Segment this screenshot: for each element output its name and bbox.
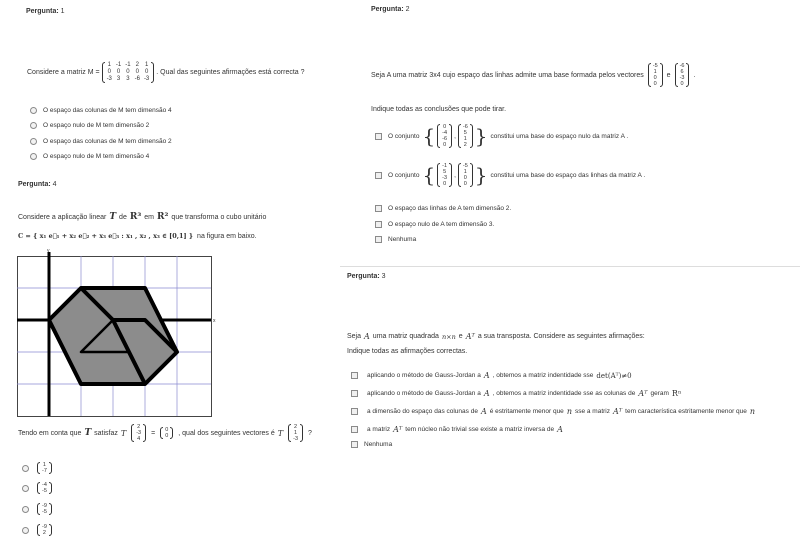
vector-entry: 0 bbox=[443, 142, 447, 148]
q2-option-5[interactable] bbox=[375, 236, 416, 243]
q4-stem2: Tendo em conta que T satisfaz T 2 -3 4 = 0 0 , qual dos seguintes vectores é T 2 1 -3 ? bbox=[18, 424, 312, 442]
q4-stem2-sat: satisfaz bbox=[94, 429, 118, 437]
q3-option-2-c: geram bbox=[650, 390, 669, 397]
q3-option-1[interactable] bbox=[351, 371, 632, 380]
vector-entry: -6 bbox=[462, 124, 468, 130]
matrix-cell: 1 bbox=[107, 62, 111, 68]
q3-option-2-sym-AT: Aᵀ bbox=[638, 389, 648, 398]
vector-entry: 0 bbox=[653, 81, 657, 87]
vector-entry: -6 bbox=[679, 63, 685, 69]
checkbox[interactable] bbox=[375, 236, 382, 243]
q4-figure bbox=[17, 248, 216, 418]
q4-sym-T: T bbox=[109, 212, 117, 222]
q4-stem2-mid: , qual dos seguintes vectores é bbox=[178, 429, 275, 437]
vector-entry: 0 bbox=[463, 181, 467, 187]
q2-option-2[interactable] bbox=[375, 163, 645, 187]
q4-option-vector bbox=[37, 482, 52, 494]
vector-entry: -3 bbox=[679, 75, 685, 81]
vector-entry: -5 bbox=[42, 488, 47, 494]
q4-option-2[interactable] bbox=[22, 482, 54, 494]
q1-stem-pre: Considere a matriz M = bbox=[27, 69, 100, 76]
radio-button[interactable] bbox=[30, 107, 37, 114]
q2-instruction: Indique todas as conclusões que pode tirar. bbox=[371, 106, 507, 113]
vector-entry: 1 bbox=[42, 462, 46, 468]
q3-option-4-a: a matriz bbox=[367, 426, 391, 433]
q1-stem bbox=[27, 62, 305, 83]
q3-option-5-label: Nenhuma bbox=[364, 441, 393, 448]
q4-header-label: Pergunta: bbox=[18, 181, 51, 188]
q4-stem2-pre: Tendo em conta que bbox=[18, 429, 82, 437]
q3-option-3-sym-n: n bbox=[566, 407, 572, 416]
q4-sym-R2: R² bbox=[157, 212, 169, 222]
radio-button[interactable] bbox=[22, 527, 29, 534]
q2-option-1-set: { 0 -4 -6 0 , -6 5 1 2 } bbox=[422, 124, 488, 148]
q3-stem-seja: Seja bbox=[347, 333, 362, 340]
q3-stem-mid: uma matriz quadrada bbox=[372, 333, 439, 340]
q2-header bbox=[371, 6, 410, 13]
q3-option-4[interactable] bbox=[351, 425, 563, 434]
checkbox[interactable] bbox=[375, 172, 382, 179]
q3-option-1-c: det(Aᵀ)≠0 bbox=[596, 371, 632, 380]
vector-entry: 1 bbox=[653, 69, 657, 75]
matrix-cell: -1 bbox=[115, 62, 122, 68]
q1-option-1[interactable] bbox=[30, 107, 172, 114]
matrix-cell: 0 bbox=[126, 69, 130, 75]
q2-vector-2 bbox=[675, 63, 690, 87]
q3-instruction: Indique todas as afirmações correctas. bbox=[347, 348, 468, 355]
q4-option-vector bbox=[37, 524, 52, 536]
q3-option-3-sym-A: A bbox=[480, 407, 487, 416]
matrix-cell: 0 bbox=[135, 69, 139, 75]
checkbox[interactable] bbox=[351, 441, 358, 448]
q2-stem-pre: Seja A uma matriz 3x4 cujo espaço das linhas admite uma base formada pelos vectores bbox=[371, 71, 644, 79]
checkbox[interactable] bbox=[351, 390, 358, 397]
matrix-cell: 1 bbox=[144, 62, 149, 68]
q4-vec-out bbox=[160, 427, 173, 439]
q3-stem-e: e bbox=[458, 333, 463, 340]
q3-header-num: 3 bbox=[381, 273, 386, 280]
q4-set-def: C = { x₁ e⃗₁ + x₂ e⃗₂ + x₃ e⃗₃ : x₁ , x₂ , x₃ ∈ [0,1] } bbox=[18, 232, 194, 240]
matrix-cell: -6 bbox=[134, 76, 140, 82]
matrix-cell: 3 bbox=[126, 76, 130, 82]
vector-entry: 0 bbox=[463, 175, 467, 181]
q2-option-5-label: Nenhuma bbox=[388, 236, 417, 243]
q2-option-4-label: O espaço nulo de A tem dimensão 3. bbox=[388, 221, 495, 228]
q3-option-3-b: é estritamente menor que bbox=[489, 408, 564, 415]
q3-header-label: Pergunta: bbox=[347, 273, 380, 280]
vector-entry: 1 bbox=[294, 430, 298, 436]
q1-matrix bbox=[102, 62, 155, 83]
q1-option-2[interactable] bbox=[30, 122, 149, 129]
q4-stem1-em: em bbox=[144, 213, 154, 221]
vector-entry: 2 bbox=[294, 424, 298, 430]
axis-y-label: y bbox=[47, 248, 50, 254]
q4-vec-q bbox=[288, 424, 303, 442]
checkbox[interactable] bbox=[375, 221, 382, 228]
q1-header-num: 1 bbox=[60, 8, 65, 15]
q3-option-3-sym-AT: Aᵀ bbox=[613, 407, 623, 416]
q4-option-vector bbox=[37, 503, 52, 515]
q2-option-1[interactable] bbox=[375, 124, 628, 148]
vector-entry: 4 bbox=[137, 436, 141, 442]
vector-entry: 2 bbox=[463, 142, 467, 148]
vector-entry: 6 bbox=[680, 69, 684, 75]
vector-entry: 0 bbox=[443, 124, 447, 130]
q4-stem2-end: ? bbox=[308, 429, 312, 437]
vector-entry: -5 bbox=[652, 63, 658, 69]
vector-entry: 2 bbox=[137, 424, 141, 430]
vector-entry: -7 bbox=[42, 468, 47, 474]
q4-sym-T3: T bbox=[120, 428, 127, 438]
q2-option-4[interactable] bbox=[375, 221, 494, 228]
q3-option-2[interactable] bbox=[351, 389, 681, 398]
matrix-cell: -3 bbox=[106, 76, 112, 82]
q3-stem-post: a sua transposta. Considere as seguintes afirmações: bbox=[477, 333, 645, 340]
q4-header-num: 4 bbox=[52, 181, 57, 188]
vector-entry: 5 bbox=[443, 169, 447, 175]
vector-entry: -4 bbox=[42, 482, 47, 488]
matrix-cell: 3 bbox=[116, 76, 121, 82]
q3-option-3-c: sse a matriz bbox=[574, 408, 611, 415]
vector-entry: 0 bbox=[653, 75, 657, 81]
q2-option-2-post: constitui uma base do espaço das linhas da matriz A . bbox=[490, 171, 646, 179]
q1-option-3[interactable] bbox=[30, 138, 172, 145]
radio-button[interactable] bbox=[30, 138, 37, 145]
q3-header bbox=[347, 273, 386, 280]
q4-sym-T4: T bbox=[277, 428, 284, 438]
q3-option-3-a: a dimensão do espaço das colunas de bbox=[367, 408, 478, 415]
q4-stem1-post: que transforma o cubo unitário bbox=[171, 213, 267, 221]
q3-option-2-d: Rⁿ bbox=[671, 389, 682, 398]
q3-stem bbox=[347, 332, 645, 341]
vector-entry: 0 bbox=[680, 81, 684, 87]
vector-entry: -3 bbox=[442, 175, 448, 181]
q3-option-4-sym-A: A bbox=[557, 425, 563, 434]
vector-entry: -3 bbox=[136, 430, 142, 436]
q3-option-2-b: , obtemos a matriz indentidade sse as colunas de bbox=[492, 390, 636, 397]
vector-entry: -9 bbox=[42, 503, 47, 509]
matrix-cell: 0 bbox=[116, 69, 121, 75]
q1-option-label: O espaço das colunas de M tem dimensão 4 bbox=[43, 107, 172, 114]
q3-option-3-d: tem característica estritamente menor que bbox=[625, 408, 747, 415]
q4-set bbox=[18, 232, 257, 240]
q4-option-3[interactable] bbox=[22, 503, 54, 515]
q1-stem-post: . Qual das seguintes afirmações está correcta ? bbox=[156, 69, 305, 76]
q2-conj-e: e bbox=[666, 71, 671, 79]
matrix-cell: -3 bbox=[143, 76, 150, 82]
radio-button[interactable] bbox=[22, 506, 29, 513]
q4-sym-T2: T bbox=[84, 428, 92, 438]
q2-option-3[interactable] bbox=[375, 205, 511, 212]
q3-option-1-sym-A: A bbox=[483, 371, 490, 380]
q3-sym-AT: Aᵀ bbox=[465, 332, 475, 341]
vector-entry: -4 bbox=[442, 130, 448, 136]
vector-entry: -5 bbox=[42, 509, 47, 515]
q3-option-3-sym-n2: n bbox=[749, 407, 756, 416]
axis-x-label: x bbox=[213, 318, 216, 324]
checkbox[interactable] bbox=[351, 372, 358, 379]
checkbox[interactable] bbox=[351, 426, 358, 433]
vector-entry: -9 bbox=[42, 524, 47, 530]
vector-entry: 0 bbox=[443, 181, 447, 187]
vector-entry: 0 bbox=[165, 427, 169, 433]
radio-button[interactable] bbox=[30, 153, 37, 160]
matrix-cell: -1 bbox=[125, 62, 131, 68]
checkbox[interactable] bbox=[375, 205, 382, 212]
matrix-cell: 0 bbox=[144, 69, 149, 75]
vector-entry: -1 bbox=[442, 163, 448, 169]
checkbox[interactable] bbox=[351, 408, 358, 415]
q4-stem1 bbox=[18, 212, 266, 222]
q1-option-label: O espaço das colunas de M tem dimensão 2 bbox=[43, 138, 172, 145]
q4-stem1-de: de bbox=[119, 213, 127, 221]
q3-option-5[interactable] bbox=[351, 441, 392, 448]
vector-entry: -3 bbox=[293, 436, 299, 442]
q2-stem: Seja A uma matriz 3x4 cujo espaço das linhas admite uma base formada pelos vectores -5 1 0 0 e -6 6 -3 0 . bbox=[371, 63, 696, 87]
radio-button[interactable] bbox=[22, 485, 29, 492]
q3-option-4-b: tem núcleo não trivial sse existe a matriz inversa de bbox=[405, 426, 555, 433]
q3-option-2-sym-A: A bbox=[483, 389, 490, 398]
checkbox[interactable] bbox=[375, 133, 382, 140]
vector-entry: 0 bbox=[165, 433, 169, 439]
vector-entry: 1 bbox=[463, 169, 467, 175]
q4-sym-R3: R³ bbox=[129, 212, 142, 222]
radio-button[interactable] bbox=[30, 122, 37, 129]
q3-sym-nxn: n×n bbox=[441, 332, 456, 341]
q2-vector-1 bbox=[648, 63, 663, 87]
vector-entry: -6 bbox=[442, 136, 448, 142]
q4-vec-in bbox=[131, 424, 146, 442]
q2-option-2-set: { -1 5 -3 0 , -5 1 0 0 } bbox=[422, 163, 488, 187]
matrix-cell: 0 bbox=[107, 69, 111, 75]
q2-option-1-pre: O conjunto bbox=[388, 132, 420, 140]
q4-header bbox=[18, 181, 57, 188]
q1-header-label: Pergunta: bbox=[26, 8, 59, 15]
q3-sym-A: A bbox=[364, 332, 370, 341]
q2-header-num: 2 bbox=[405, 6, 410, 13]
q3-option-1-b: , obtemos a matriz indentidade sse bbox=[492, 372, 594, 379]
q3-option-1-a: aplicando o método de Gauss-Jordan a bbox=[367, 372, 481, 379]
q1-option-label: O espaço nulo de M tem dimensão 2 bbox=[43, 122, 150, 129]
vector-entry: 1 bbox=[463, 136, 467, 142]
q2-option-3-label: O espaço das linhas de A tem dimensão 2. bbox=[388, 205, 512, 212]
section-divider bbox=[340, 266, 800, 267]
q3-option-4-sym-AT: Aᵀ bbox=[393, 425, 403, 434]
q1-header bbox=[26, 8, 65, 15]
q2-option-2-pre: O conjunto bbox=[388, 171, 420, 179]
q3-option-3[interactable] bbox=[351, 407, 755, 416]
q1-option-label: O espaço nulo de M tem dimensão 4 bbox=[43, 153, 150, 160]
vector-entry: 5 bbox=[463, 130, 467, 136]
matrix-cell: 2 bbox=[135, 62, 139, 68]
q2-header-label: Pergunta: bbox=[371, 6, 404, 13]
q4-option-vector bbox=[37, 462, 52, 474]
q4-option-1[interactable] bbox=[22, 462, 54, 474]
q3-option-2-a: aplicando o método de Gauss-Jordan a bbox=[367, 390, 481, 397]
radio-button[interactable] bbox=[22, 465, 29, 472]
q4-set-post: na figura em baixo. bbox=[197, 232, 257, 240]
vector-entry: -5 bbox=[462, 163, 468, 169]
q2-option-1-post: constitui uma base do espaço nulo da matriz A . bbox=[490, 132, 629, 140]
vector-entry: 2 bbox=[42, 530, 46, 536]
q4-option-4[interactable] bbox=[22, 524, 54, 536]
q1-option-4[interactable] bbox=[30, 153, 149, 160]
q4-stem1-pre: Considere a aplicação linear bbox=[18, 213, 107, 221]
